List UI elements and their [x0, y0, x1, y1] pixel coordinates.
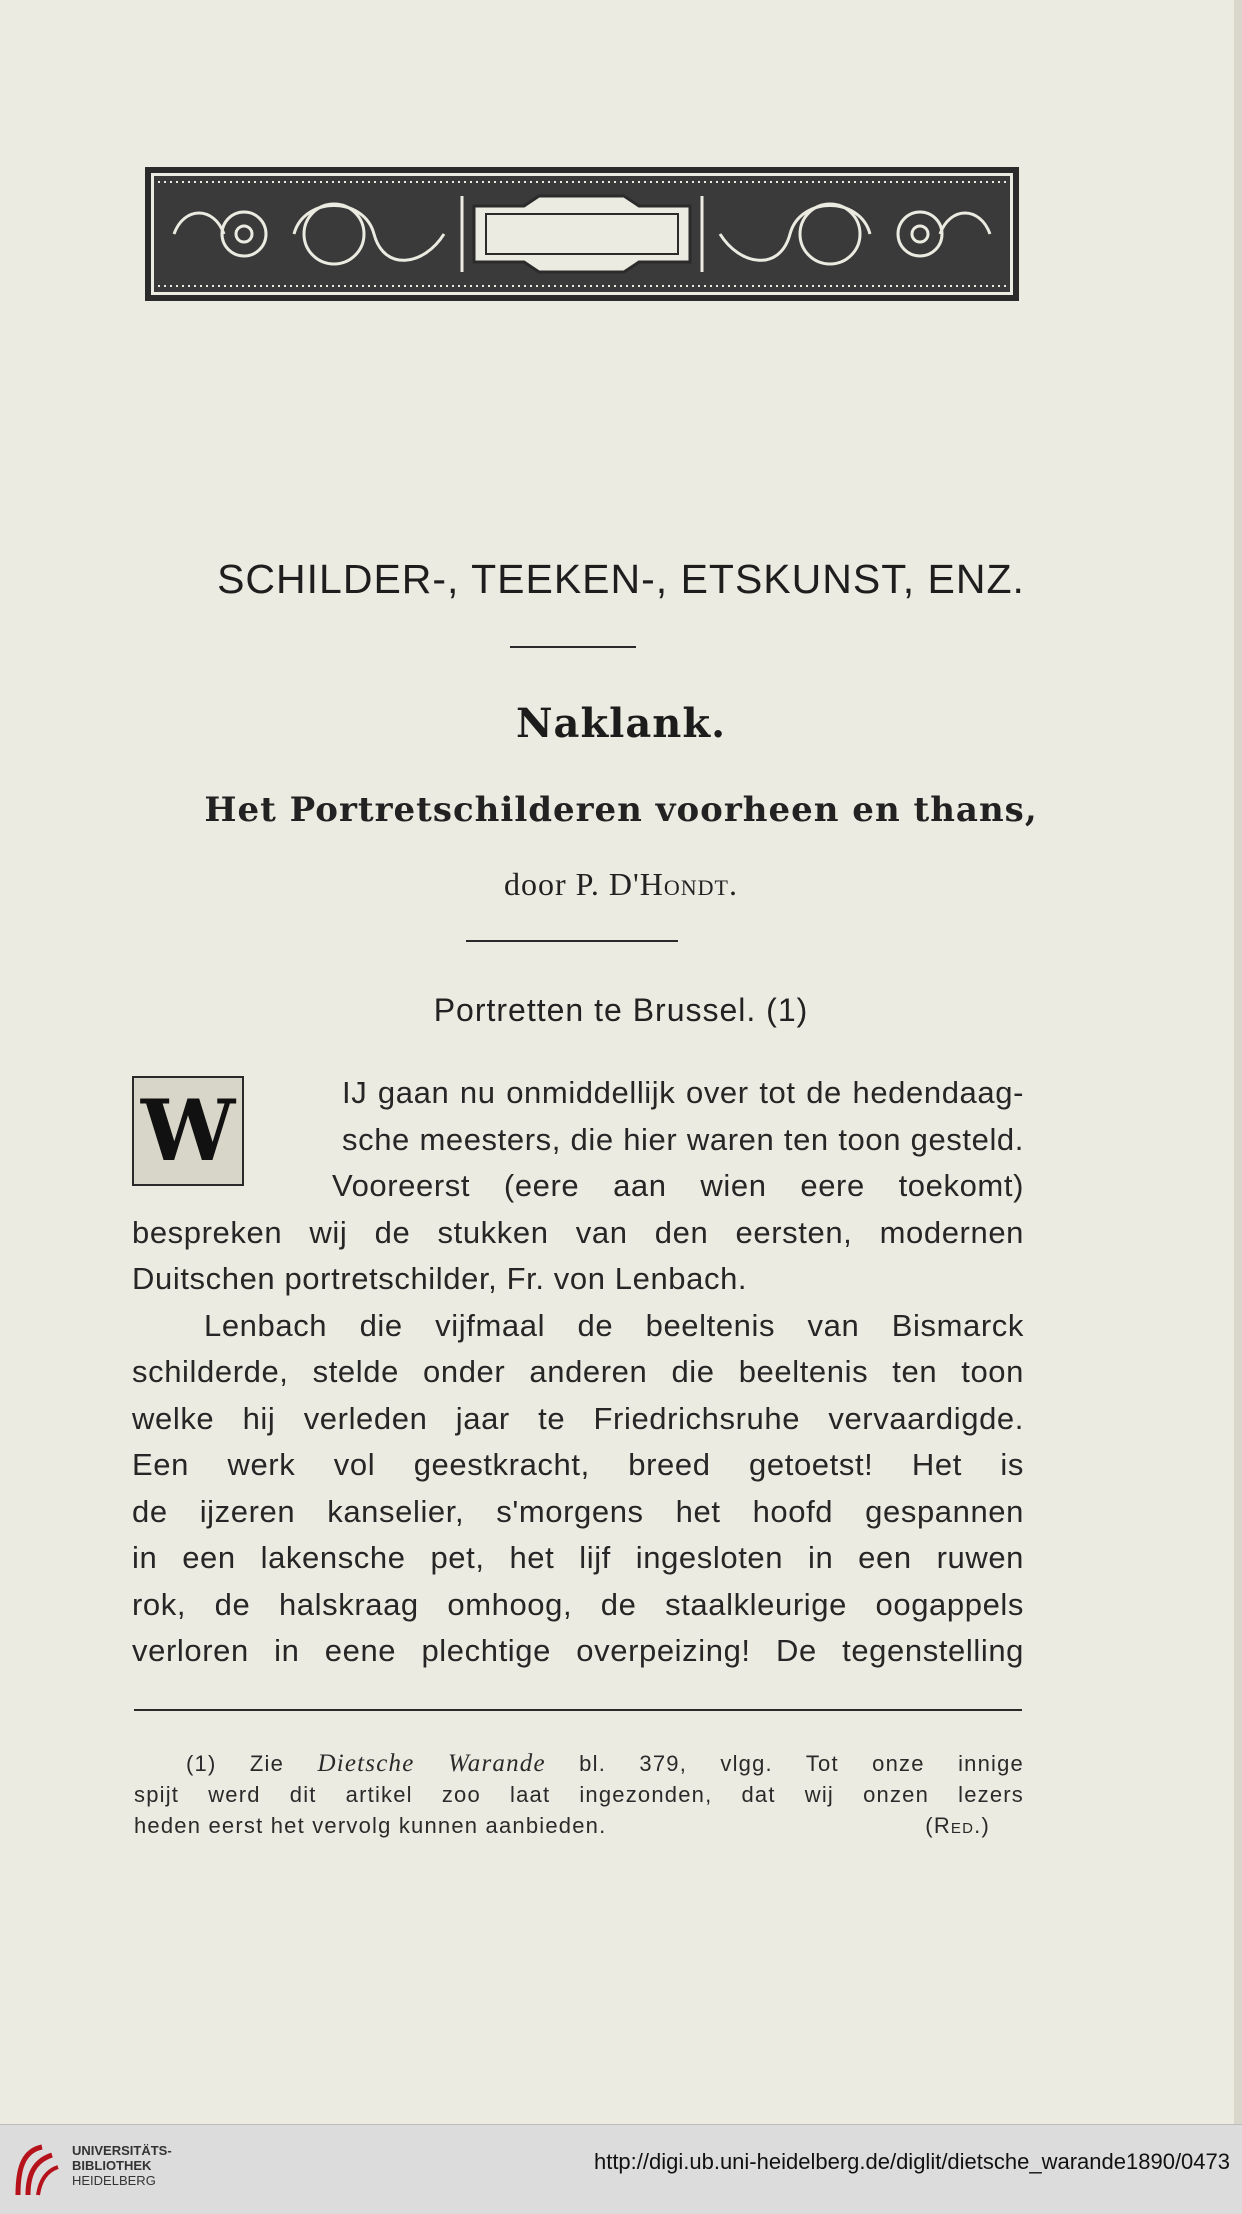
ornamental-band-icon: [144, 166, 1020, 302]
body-line: Een werk vol geestkracht, breed getoetst! Het is: [132, 1447, 1024, 1482]
footnote-citation: Dietsche Warande: [317, 1750, 546, 1777]
body-line: rok, de halskraag omhoog, de staalkleurige oogappels: [132, 1586, 1024, 1622]
footnote-text: bl. 379, vlgg. Tot onze innige: [579, 1751, 1024, 1776]
body-line: de ijzeren kanselier, s'morgens het hoofd gespannen: [132, 1493, 1024, 1529]
article-subtitle: Het Portretschilderen voorheen en thans,: [204, 790, 1038, 830]
body-line: in een lakensche pet, het lijf ingesloten in een ruwen: [132, 1540, 1024, 1575]
article-title: Naklank.: [515, 700, 727, 747]
footer-bar: [0, 2124, 1242, 2214]
footnote-line: [134, 1810, 1024, 1841]
footnote: [134, 1748, 1024, 1841]
source-url[interactable]: http://digi.ub.uni-heidelberg.de/diglit/dietsche_warande1890/0473: [593, 2149, 1230, 2174]
byline: [0, 866, 1242, 903]
library-name-line: HEIDELBERG: [72, 2173, 156, 2188]
byline-prefix: door: [504, 866, 567, 902]
library-name-line: UNIVERSITÄTS-: [72, 2143, 172, 2158]
footnote-ref: (1) Zie: [186, 1751, 285, 1776]
drop-cap-letter: W: [140, 1081, 236, 1180]
divider: [466, 940, 678, 942]
body-line: welke hij verleden jaar te Friedrichsruhe vervaardigde.: [132, 1400, 1024, 1436]
body-line: Duitschen portretschilder, Fr. von Lenbach.: [132, 1261, 748, 1296]
footnote-text: heden eerst het vervolg kunnen aanbieden.: [134, 1813, 607, 1838]
body-line: Vooreerst (eere aan wien eere toekomt): [332, 1168, 1024, 1203]
body-line: IJ gaan nu onmiddellijk over tot de hedendaag-: [342, 1075, 1024, 1110]
library-name: [72, 2143, 172, 2188]
university-library-logo-icon: [12, 2141, 62, 2199]
footnote-signature: (Red.): [925, 1813, 990, 1838]
article-heading: Portretten te Brussel. (1): [433, 992, 809, 1028]
body-line: verloren in eene plechtige overpeizing! De tegenstelling: [132, 1633, 1024, 1668]
footnote-line: spijt werd dit artikel zoo laat ingezonden, dat wij onzen lezers: [134, 1782, 1024, 1807]
footnote-line: [134, 1748, 1024, 1779]
body-line: schilderde, stelde onder anderen die beeltenis ten toon: [132, 1354, 1024, 1389]
body-line: Lenbach die vijfmaal de beeltenis van Bismarck: [204, 1307, 1024, 1343]
footnote-divider: [134, 1709, 1022, 1711]
body-line: sche meesters, die hier waren ten toon gesteld.: [342, 1121, 1024, 1157]
section-heading: SCHILDER-, TEEKEN-, ETSKUNST, ENZ.: [217, 556, 1025, 602]
byline-author: P. D'Hondt.: [575, 866, 738, 902]
divider: [510, 646, 636, 648]
body-line: bespreken wij de stukken van den eersten, modernen: [132, 1214, 1024, 1250]
library-name-line: BIBLIOTHEK: [72, 2158, 152, 2173]
body-text: [132, 1070, 1024, 1675]
